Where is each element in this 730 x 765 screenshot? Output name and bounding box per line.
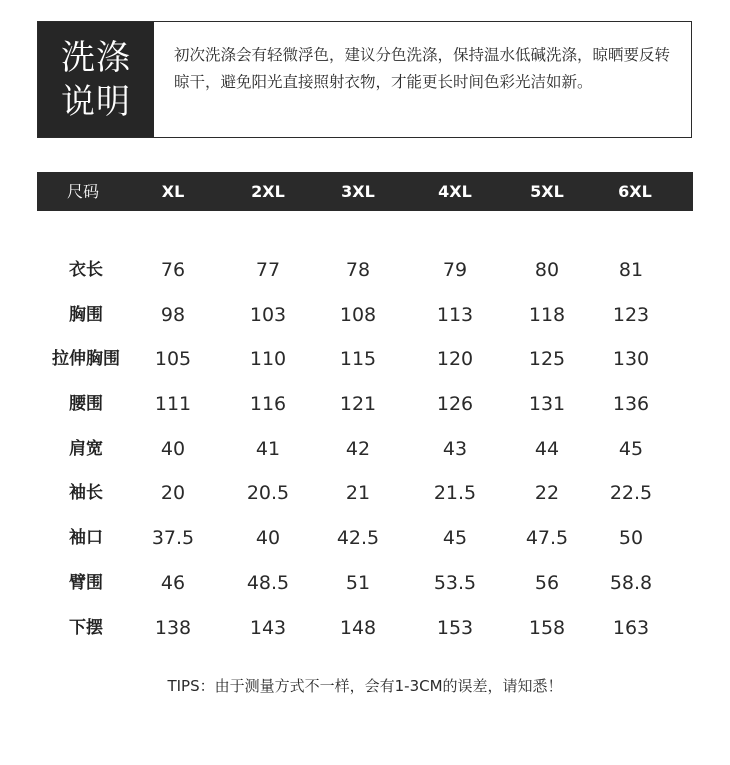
table-cell: 105 — [154, 348, 192, 371]
table-cell: 120 — [436, 348, 474, 371]
table-cell: 20 — [160, 482, 186, 505]
row-label: 下摆 — [69, 617, 103, 638]
table-cell: 163 — [612, 616, 650, 639]
table-cell: 51 — [345, 571, 371, 594]
table-cell: 20.5 — [246, 482, 290, 505]
table-row — [37, 471, 693, 516]
table-cell: 153 — [436, 616, 474, 639]
table-cell: 81 — [618, 259, 644, 281]
table-cell: 125 — [528, 348, 566, 371]
table-row — [37, 337, 693, 382]
table-cell: 121 — [339, 393, 377, 416]
table-cell: 118 — [528, 303, 566, 326]
size-header-6xl: 6XL — [618, 182, 652, 201]
table-cell: 40 — [255, 527, 281, 550]
table-cell: 110 — [249, 348, 287, 371]
table-cell: 115 — [339, 348, 377, 371]
table-cell: 136 — [612, 393, 650, 416]
wash-title — [38, 22, 154, 137]
table-cell: 79 — [442, 259, 468, 281]
wash-title-line1: 洗涤 — [61, 37, 131, 78]
table-cell: 130 — [612, 348, 650, 371]
row-label: 胸围 — [69, 304, 103, 325]
table-cell: 77 — [255, 259, 281, 281]
table-cell: 45 — [442, 527, 468, 550]
wash-instructions-box — [37, 21, 692, 138]
table-cell: 46 — [160, 571, 186, 594]
table-cell: 143 — [249, 616, 287, 639]
table-cell: 103 — [249, 303, 287, 326]
table-cell: 131 — [528, 393, 566, 416]
wash-title-line2: 说明 — [61, 81, 131, 122]
table-row — [37, 427, 693, 472]
table-cell: 53.5 — [433, 571, 477, 594]
row-label: 衣长 — [69, 260, 103, 280]
table-cell: 56 — [534, 571, 560, 594]
table-cell: 116 — [249, 393, 287, 416]
table-cell: 22 — [534, 482, 560, 505]
table-cell: 41 — [255, 437, 281, 460]
table-cell: 21.5 — [433, 482, 477, 505]
row-label: 拉伸胸围 — [52, 349, 120, 370]
row-label: 臂围 — [69, 572, 103, 593]
table-cell: 42 — [345, 437, 371, 460]
table-cell: 21 — [345, 482, 371, 505]
table-cell: 48.5 — [246, 571, 290, 594]
size-header-4xl: 4XL — [438, 182, 472, 201]
size-header-3xl: 3XL — [341, 182, 375, 201]
table-cell: 44 — [534, 437, 560, 460]
table-cell: 111 — [154, 393, 192, 416]
row-label: 袖长 — [69, 483, 103, 504]
size-header-label: 尺码 — [66, 182, 100, 201]
size-table-body — [37, 248, 693, 650]
size-header-2xl: 2XL — [251, 182, 285, 201]
table-row — [37, 516, 693, 561]
row-label: 肩宽 — [69, 438, 103, 459]
table-cell: 78 — [345, 259, 371, 281]
table-cell: 148 — [339, 616, 377, 639]
table-cell: 76 — [160, 259, 186, 281]
size-table-header — [37, 172, 693, 211]
size-header-5xl: 5XL — [530, 182, 564, 201]
table-cell: 50 — [618, 527, 644, 550]
wash-text: 初次洗涤会有轻微浮色，建议分色洗涤，保持温水低碱洗涤，晾晒要反转晾干，避免阳光直接照射衣物，才能更长时间色彩光洁如新。 — [174, 46, 671, 91]
table-row — [37, 561, 693, 606]
table-cell: 158 — [528, 616, 566, 639]
table-cell: 58.8 — [609, 571, 653, 594]
table-cell: 138 — [154, 616, 192, 639]
table-cell: 123 — [612, 303, 650, 326]
size-header-xl: XL — [161, 182, 185, 201]
table-cell: 98 — [160, 303, 186, 326]
table-cell: 43 — [442, 437, 468, 460]
table-row — [37, 382, 693, 427]
table-cell: 80 — [534, 259, 560, 281]
table-row — [37, 248, 693, 293]
table-cell: 126 — [436, 393, 474, 416]
table-cell: 40 — [160, 437, 186, 460]
table-cell: 42.5 — [336, 527, 380, 550]
table-cell: 45 — [618, 437, 644, 460]
table-cell: 22.5 — [609, 482, 653, 505]
table-cell: 113 — [436, 303, 474, 326]
table-cell: 37.5 — [151, 527, 195, 550]
table-row — [37, 606, 693, 651]
table-cell: 108 — [339, 303, 377, 326]
row-label: 袖口 — [69, 528, 103, 549]
table-cell: 47.5 — [525, 527, 569, 550]
tips-note: TIPS：由于测量方式不一样，会有1-3CM的误差，请知悉！ — [167, 677, 563, 695]
row-label: 腰围 — [69, 394, 103, 415]
table-row — [37, 293, 693, 338]
